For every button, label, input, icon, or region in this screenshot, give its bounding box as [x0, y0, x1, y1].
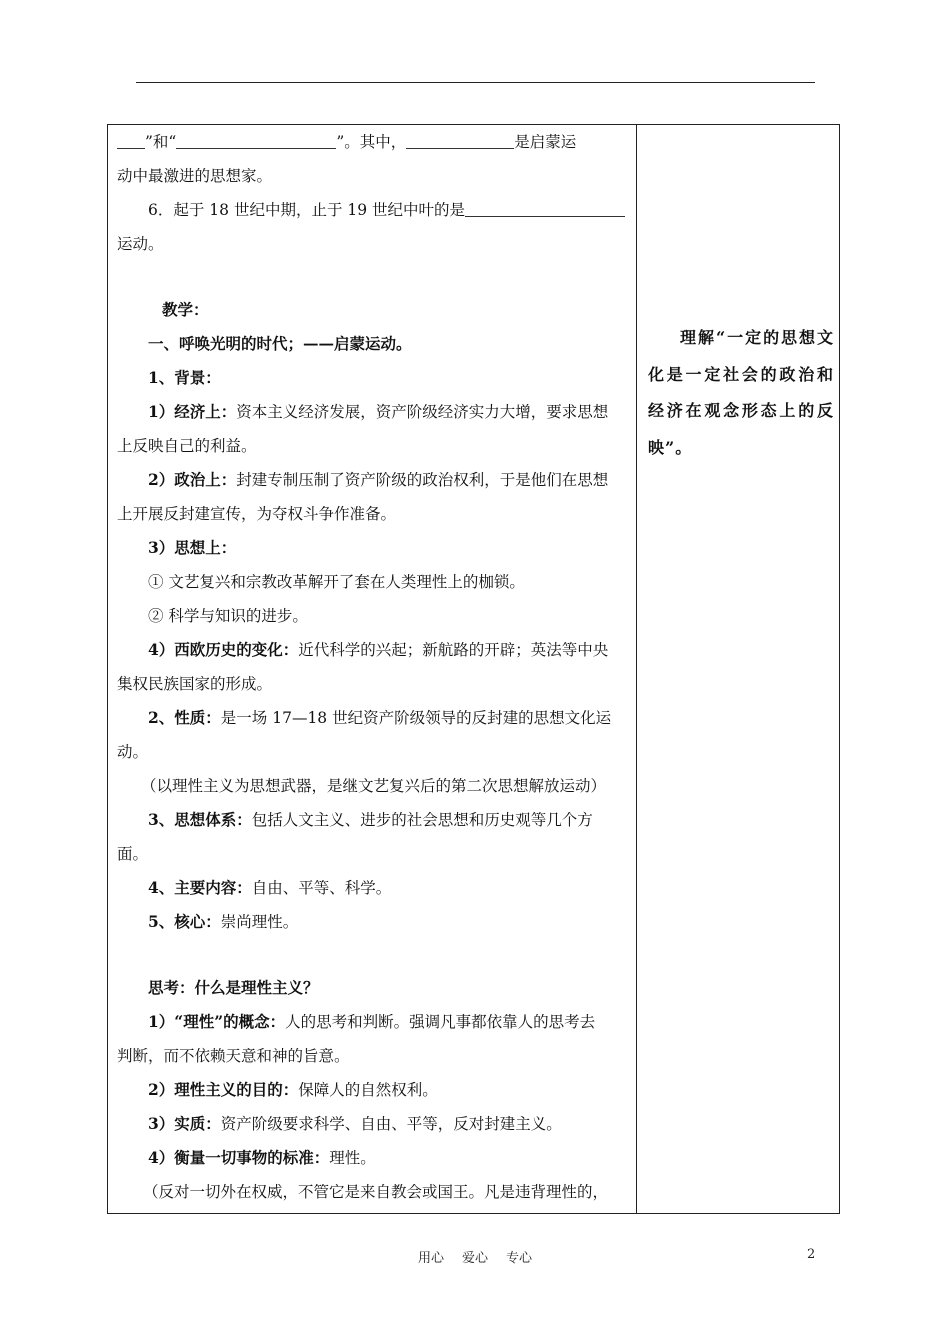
text-line: 2、性质：是一场 17—18 世纪资产阶级领导的反封建的思想文化运 [148, 708, 612, 727]
text-line: 5、核心：崇尚理性。 [148, 912, 299, 931]
text-line: 动中最激进的思想家。 [117, 167, 273, 185]
text-line: 4、主要内容：自由、平等、科学。 [148, 878, 392, 897]
text-line: 4）衡量一切事物的标准：理性。 [148, 1148, 376, 1167]
text-line: （以理性主义为思想武器，是继文艺复兴后的第二次思想解放运动） [141, 777, 607, 795]
text-line: 2）理性主义的目的：保障人的自然权利。 [148, 1080, 438, 1099]
text-line: 上反映自己的利益。 [117, 437, 257, 455]
fill-blank [465, 198, 625, 217]
text-line: 集权民族国家的形成。 [117, 675, 273, 693]
text-line: （反对一切外在权威，不管它是来自教会或国王。凡是违背理性的， [143, 1183, 609, 1201]
text-line: ”和“ ”。其中， 是启蒙运 [117, 125, 631, 159]
text-line: 上开展反封建宣传，为夺权斗争作准备。 [117, 505, 397, 523]
header-rule [136, 82, 815, 83]
text-line: 6．起于 18 世纪中期，止于 19 世纪中叶的是 [117, 193, 631, 227]
text-line: ① 文艺复兴和宗教改革解开了套在人类理性上的枷锁。 [148, 573, 525, 591]
fill-blank [117, 130, 145, 149]
fill-blank [406, 130, 514, 149]
text-line: 动。 [117, 743, 149, 761]
text-line: 2）政治上：封建专制压制了资产阶级的政治权利，于是他们在思想 [148, 470, 609, 489]
column-divider [636, 125, 637, 1213]
lesson-table [107, 124, 840, 1214]
fill-blank [176, 130, 336, 149]
subheading: 1、背景： [148, 368, 221, 387]
text-line: ② 科学与知识的进步。 [148, 607, 308, 625]
text-line: 3、思想体系：包括人文主义、进步的社会思想和历史观等几个方 [148, 810, 593, 829]
text-line: 3）实质：资产阶级要求科学、自由、平等，反对封建主义。 [148, 1114, 562, 1133]
page-footer: 用心 爱心 专心 [417, 1251, 533, 1266]
page-number: 2 [807, 1247, 816, 1262]
teaching-heading: 教学： [162, 300, 209, 319]
main-content-column [117, 125, 631, 1209]
text-line: 判断，而不依赖天意和神的旨意。 [117, 1047, 350, 1065]
subheading: 3）思想上： [148, 538, 237, 557]
text-line: 运动。 [117, 235, 164, 253]
text-line: 1）经济上：资本主义经济发展，资产阶级经济实力大增，要求思想 [148, 402, 609, 421]
side-note: 理解“一定的思想文化是一定社会的政治和经济在观念形态上的反映”。 [648, 328, 834, 457]
text-line: 4）西欧历史的变化：近代科学的兴起；新航路的开辟；英法等中央 [148, 640, 609, 659]
section-heading: 一、呼唤光明的时代；——启蒙运动。 [148, 334, 412, 353]
think-heading: 思考：什么是理性主义？ [148, 978, 319, 997]
text-line: 1）“理性”的概念：人的思考和判断。强调凡事都依靠人的思考去 [148, 1012, 596, 1031]
text-line: 面。 [117, 845, 149, 863]
